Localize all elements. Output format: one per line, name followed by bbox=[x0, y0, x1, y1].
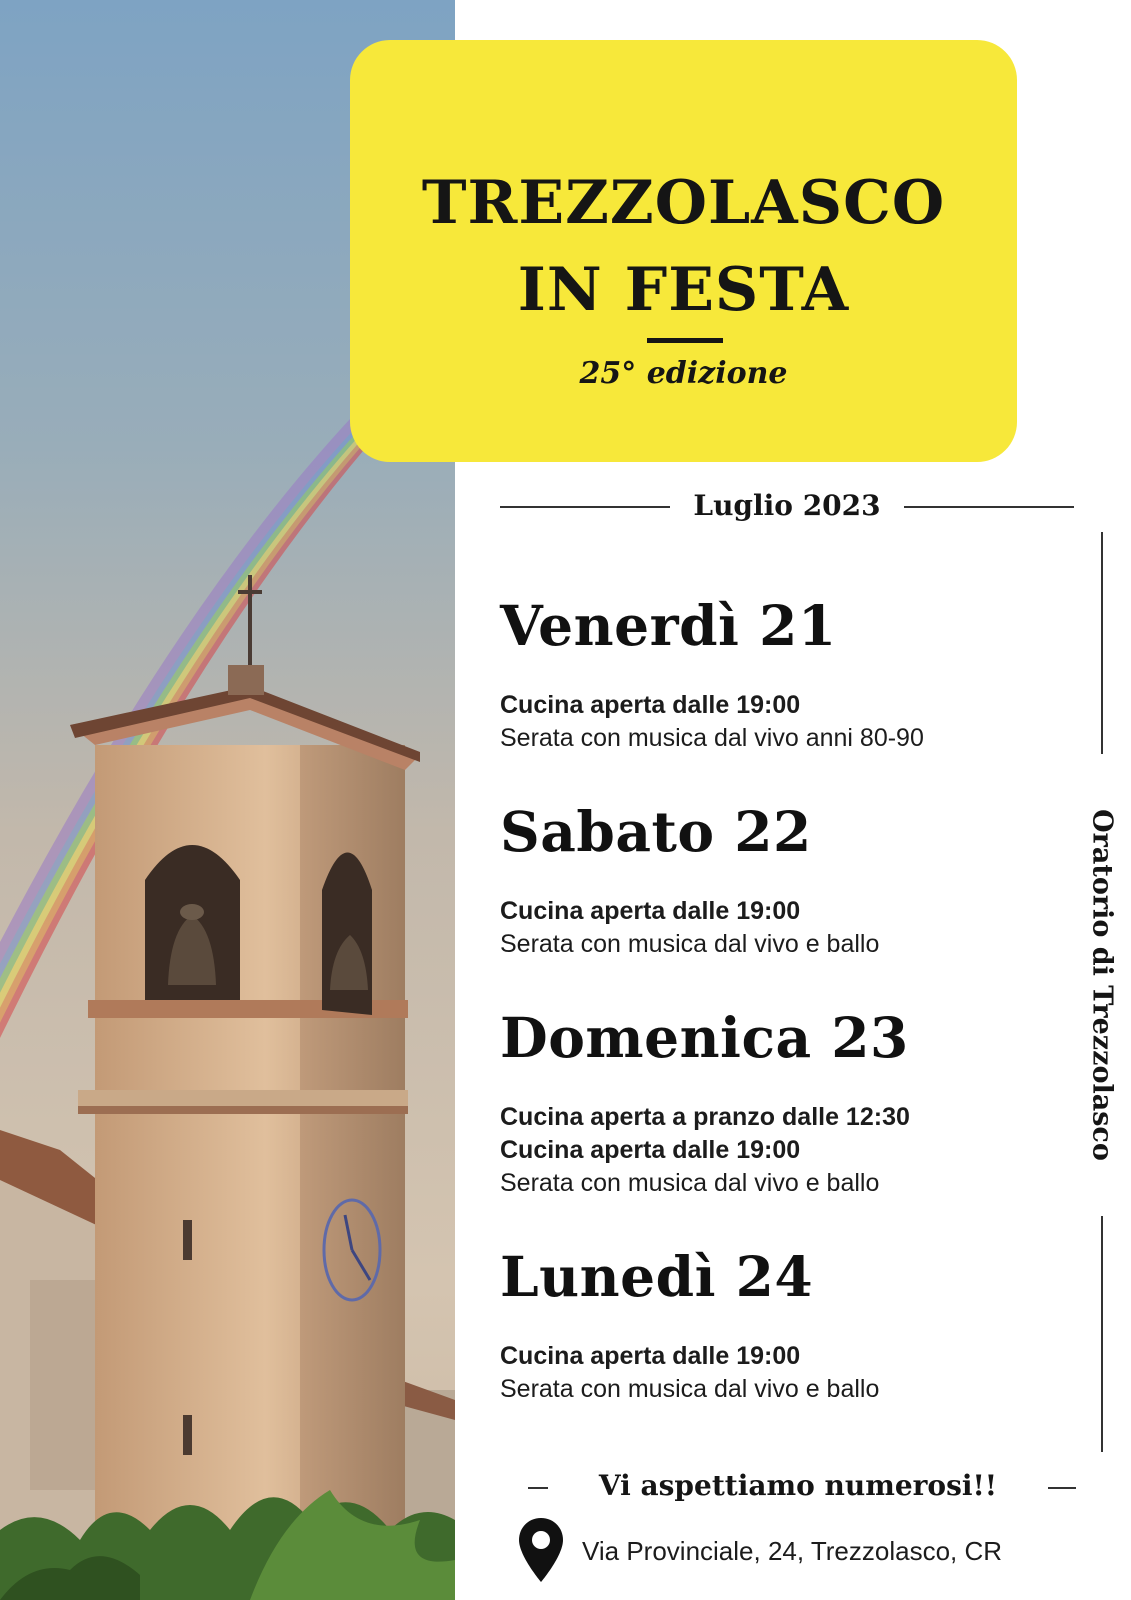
schedule-line: Cucina aperta a pranzo dalle 12:30 bbox=[500, 1103, 910, 1131]
title-divider bbox=[647, 338, 723, 343]
schedule-line: Cucina aperta dalle 19:00 bbox=[500, 897, 801, 925]
welcome-rule-right bbox=[1048, 1487, 1076, 1489]
month-rule-left bbox=[500, 506, 670, 508]
day-title: Domenica 23 bbox=[500, 1005, 909, 1070]
welcome-text: Vi aspettiamo numerosi!! bbox=[598, 1469, 998, 1502]
schedule-line: Cucina aperta dalle 19:00 bbox=[500, 1342, 801, 1370]
schedule-line: Serata con musica dal vivo e ballo bbox=[500, 1375, 880, 1403]
schedule-line: Cucina aperta dalle 19:00 bbox=[500, 691, 801, 719]
schedule-line: Serata con musica dal vivo e ballo bbox=[500, 1169, 880, 1197]
welcome-heading bbox=[528, 1466, 1076, 1506]
month-rule-right bbox=[904, 506, 1074, 508]
schedule-line: Serata con musica dal vivo e ballo bbox=[500, 930, 880, 958]
month-heading bbox=[500, 486, 1074, 526]
day-block-domenica bbox=[500, 1005, 1060, 1200]
day-block-sabato bbox=[500, 799, 1060, 961]
side-rule-bottom bbox=[1101, 1216, 1103, 1452]
side-rule-top bbox=[1101, 532, 1103, 754]
event-title-line-2: IN FESTA bbox=[517, 255, 850, 325]
schedule-line: Cucina aperta dalle 19:00 bbox=[500, 1136, 801, 1164]
day-title: Sabato 22 bbox=[500, 799, 812, 864]
day-title: Venerdì 21 bbox=[500, 593, 837, 658]
venue-address: Via Provinciale, 24, Trezzolasco, CR bbox=[582, 1536, 1003, 1566]
event-title-line-1: TREZZOLASCO bbox=[421, 168, 946, 238]
location-pin-icon bbox=[517, 1516, 565, 1591]
edition-label: 25° edizione bbox=[579, 356, 788, 391]
month-label: Luglio 2023 bbox=[693, 489, 881, 522]
day-block-lunedi bbox=[500, 1244, 1060, 1406]
day-title: Lunedì 24 bbox=[500, 1244, 814, 1309]
title-box bbox=[350, 40, 1017, 462]
schedule-line: Serata con musica dal vivo anni 80-90 bbox=[500, 724, 924, 752]
welcome-rule-left bbox=[528, 1487, 548, 1489]
venue-side-label: Oratorio di Trezzolasco bbox=[1086, 809, 1118, 1161]
day-block-venerdi bbox=[500, 593, 1060, 755]
